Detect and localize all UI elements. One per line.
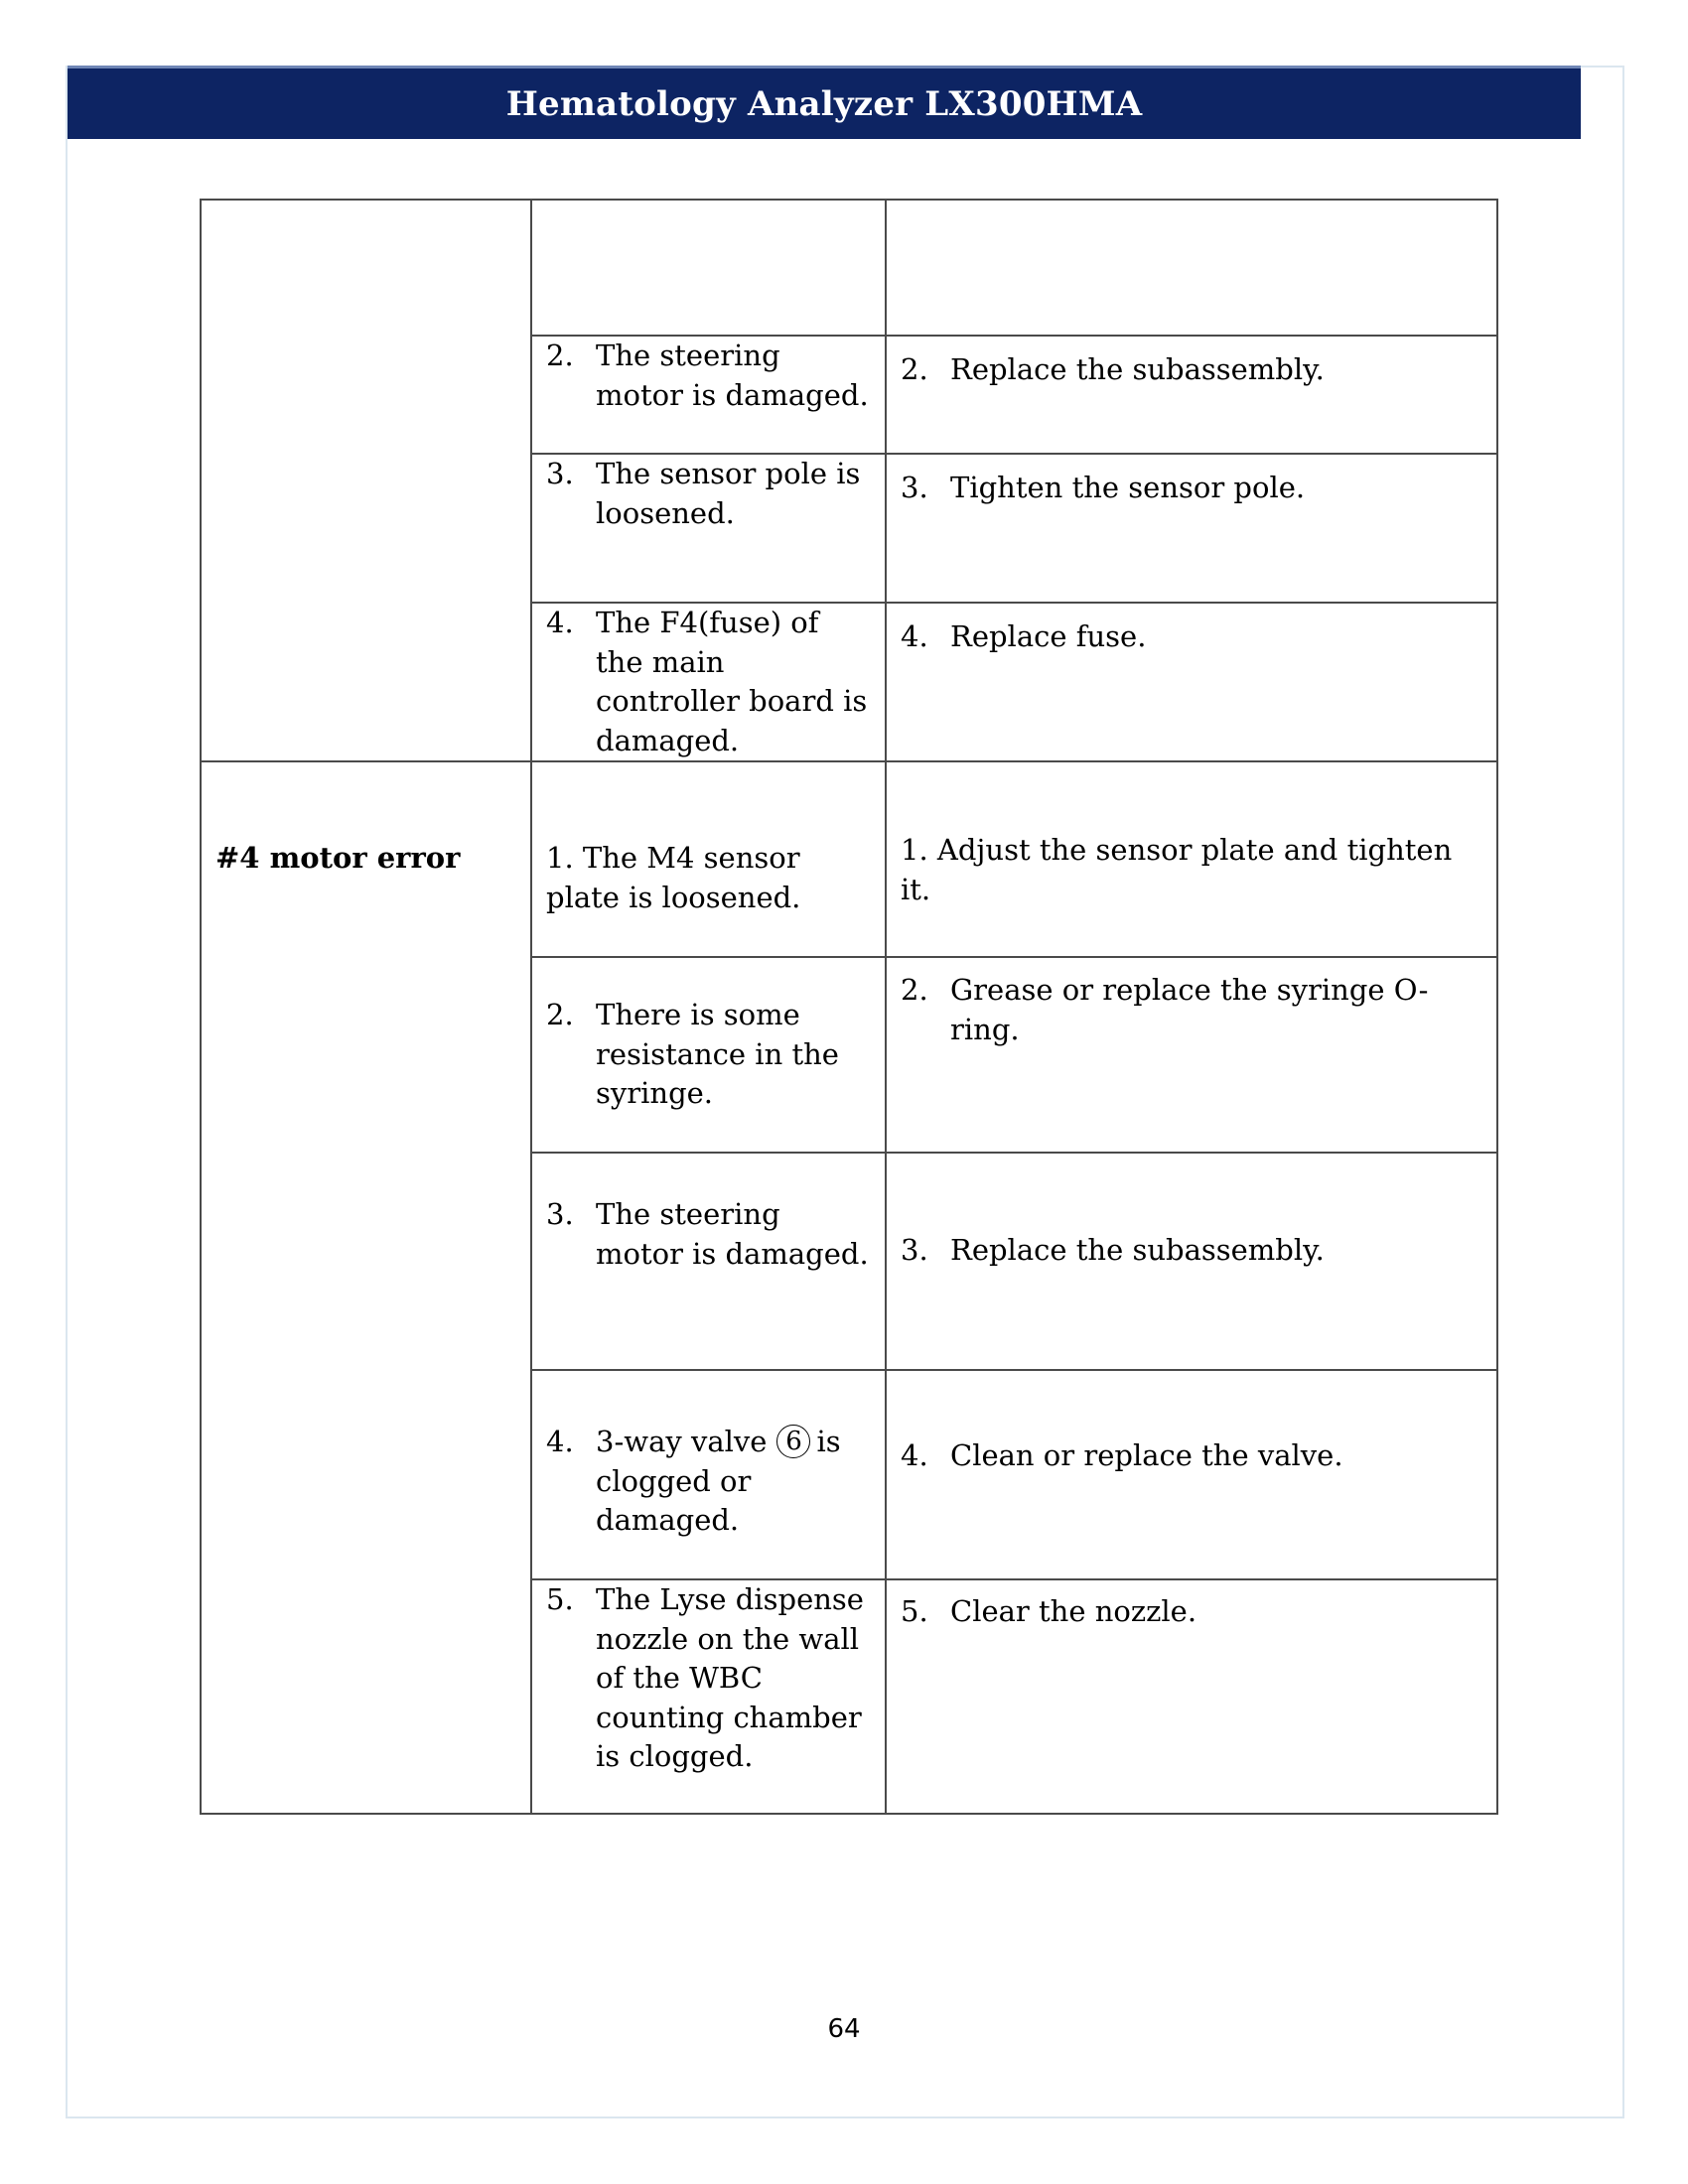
cause-number: 4.	[546, 1425, 574, 1458]
solution-cell	[886, 761, 1497, 957]
cause-number: 3.	[546, 457, 574, 490]
cause-text: There is some resistance in the syringe.	[596, 998, 839, 1110]
solution-text: Grease or replace the syringe O-ring.	[950, 973, 1429, 1046]
troubleshooting-table	[200, 199, 1498, 1815]
solution-cell	[886, 200, 1497, 336]
cause-text: The steering motor is damaged.	[596, 1197, 869, 1271]
error-cell-continued	[201, 200, 531, 761]
solution-cell	[886, 1153, 1497, 1370]
solution-cell	[886, 1579, 1497, 1814]
solution-cell	[886, 336, 1497, 454]
document-title: Hematology Analyzer LX300HMA	[505, 83, 1143, 124]
solution-number: 4.	[901, 1438, 928, 1472]
table-row	[201, 200, 1497, 336]
cause-number: 2.	[546, 998, 574, 1031]
solution-text: Clean or replace the valve.	[950, 1438, 1343, 1472]
cause-number: 2.	[546, 339, 574, 372]
cause-number: 5.	[546, 1582, 574, 1616]
cause-cell	[531, 454, 886, 603]
solution-number: 2.	[901, 973, 928, 1007]
cause-number: 4.	[546, 606, 574, 639]
error-cell	[201, 761, 531, 1814]
cause-text: The steering motor is damaged.	[596, 339, 869, 412]
cause-cell	[531, 1579, 886, 1814]
solution-text: Replace fuse.	[950, 619, 1147, 653]
cause-cell	[531, 1370, 886, 1579]
solution-cell	[886, 603, 1497, 761]
solution-cell	[886, 1370, 1497, 1579]
error-name: #4 motor error	[215, 841, 461, 875]
cause-text: The sensor pole is loosened.	[596, 457, 861, 530]
cause-cell	[531, 761, 886, 957]
cause-number: 3.	[546, 1197, 574, 1231]
table-row	[201, 761, 1497, 957]
solution-number: 4.	[901, 619, 928, 653]
solution-cell	[886, 454, 1497, 603]
cause-text: The F4(fuse) of the main controller board is damaged.	[596, 606, 868, 757]
solution-number: 3.	[901, 1233, 928, 1267]
cause-cell	[531, 603, 886, 761]
cause-cell	[531, 957, 886, 1153]
solution-text: Replace the subassembly.	[950, 1233, 1325, 1267]
page-number: 64	[827, 2014, 861, 2044]
solution-text: Tighten the sensor pole.	[950, 471, 1306, 504]
solution-text: 1. Adjust the sensor plate and tighten it.	[901, 833, 1453, 906]
cause-text: 3-way valve 6 is clogged or damaged.	[596, 1425, 841, 1537]
cause-text: The Lyse dispense nozzle on the wall of the WBC counting chamber is clogged.	[596, 1582, 864, 1773]
solution-number: 2.	[901, 352, 928, 386]
cause-text: 1. The M4 sensor plate is loosened.	[546, 841, 801, 914]
solution-number: 5.	[901, 1594, 928, 1628]
solution-text: Replace the subassembly.	[950, 352, 1325, 386]
solution-cell	[886, 957, 1497, 1153]
circled-number-icon: 6	[776, 1425, 810, 1458]
solution-text: Clear the nozzle.	[950, 1594, 1197, 1628]
solution-number: 3.	[901, 471, 928, 504]
cause-cell	[531, 336, 886, 454]
cause-cell	[531, 200, 886, 336]
document-header	[68, 66, 1581, 139]
cause-cell	[531, 1153, 886, 1370]
